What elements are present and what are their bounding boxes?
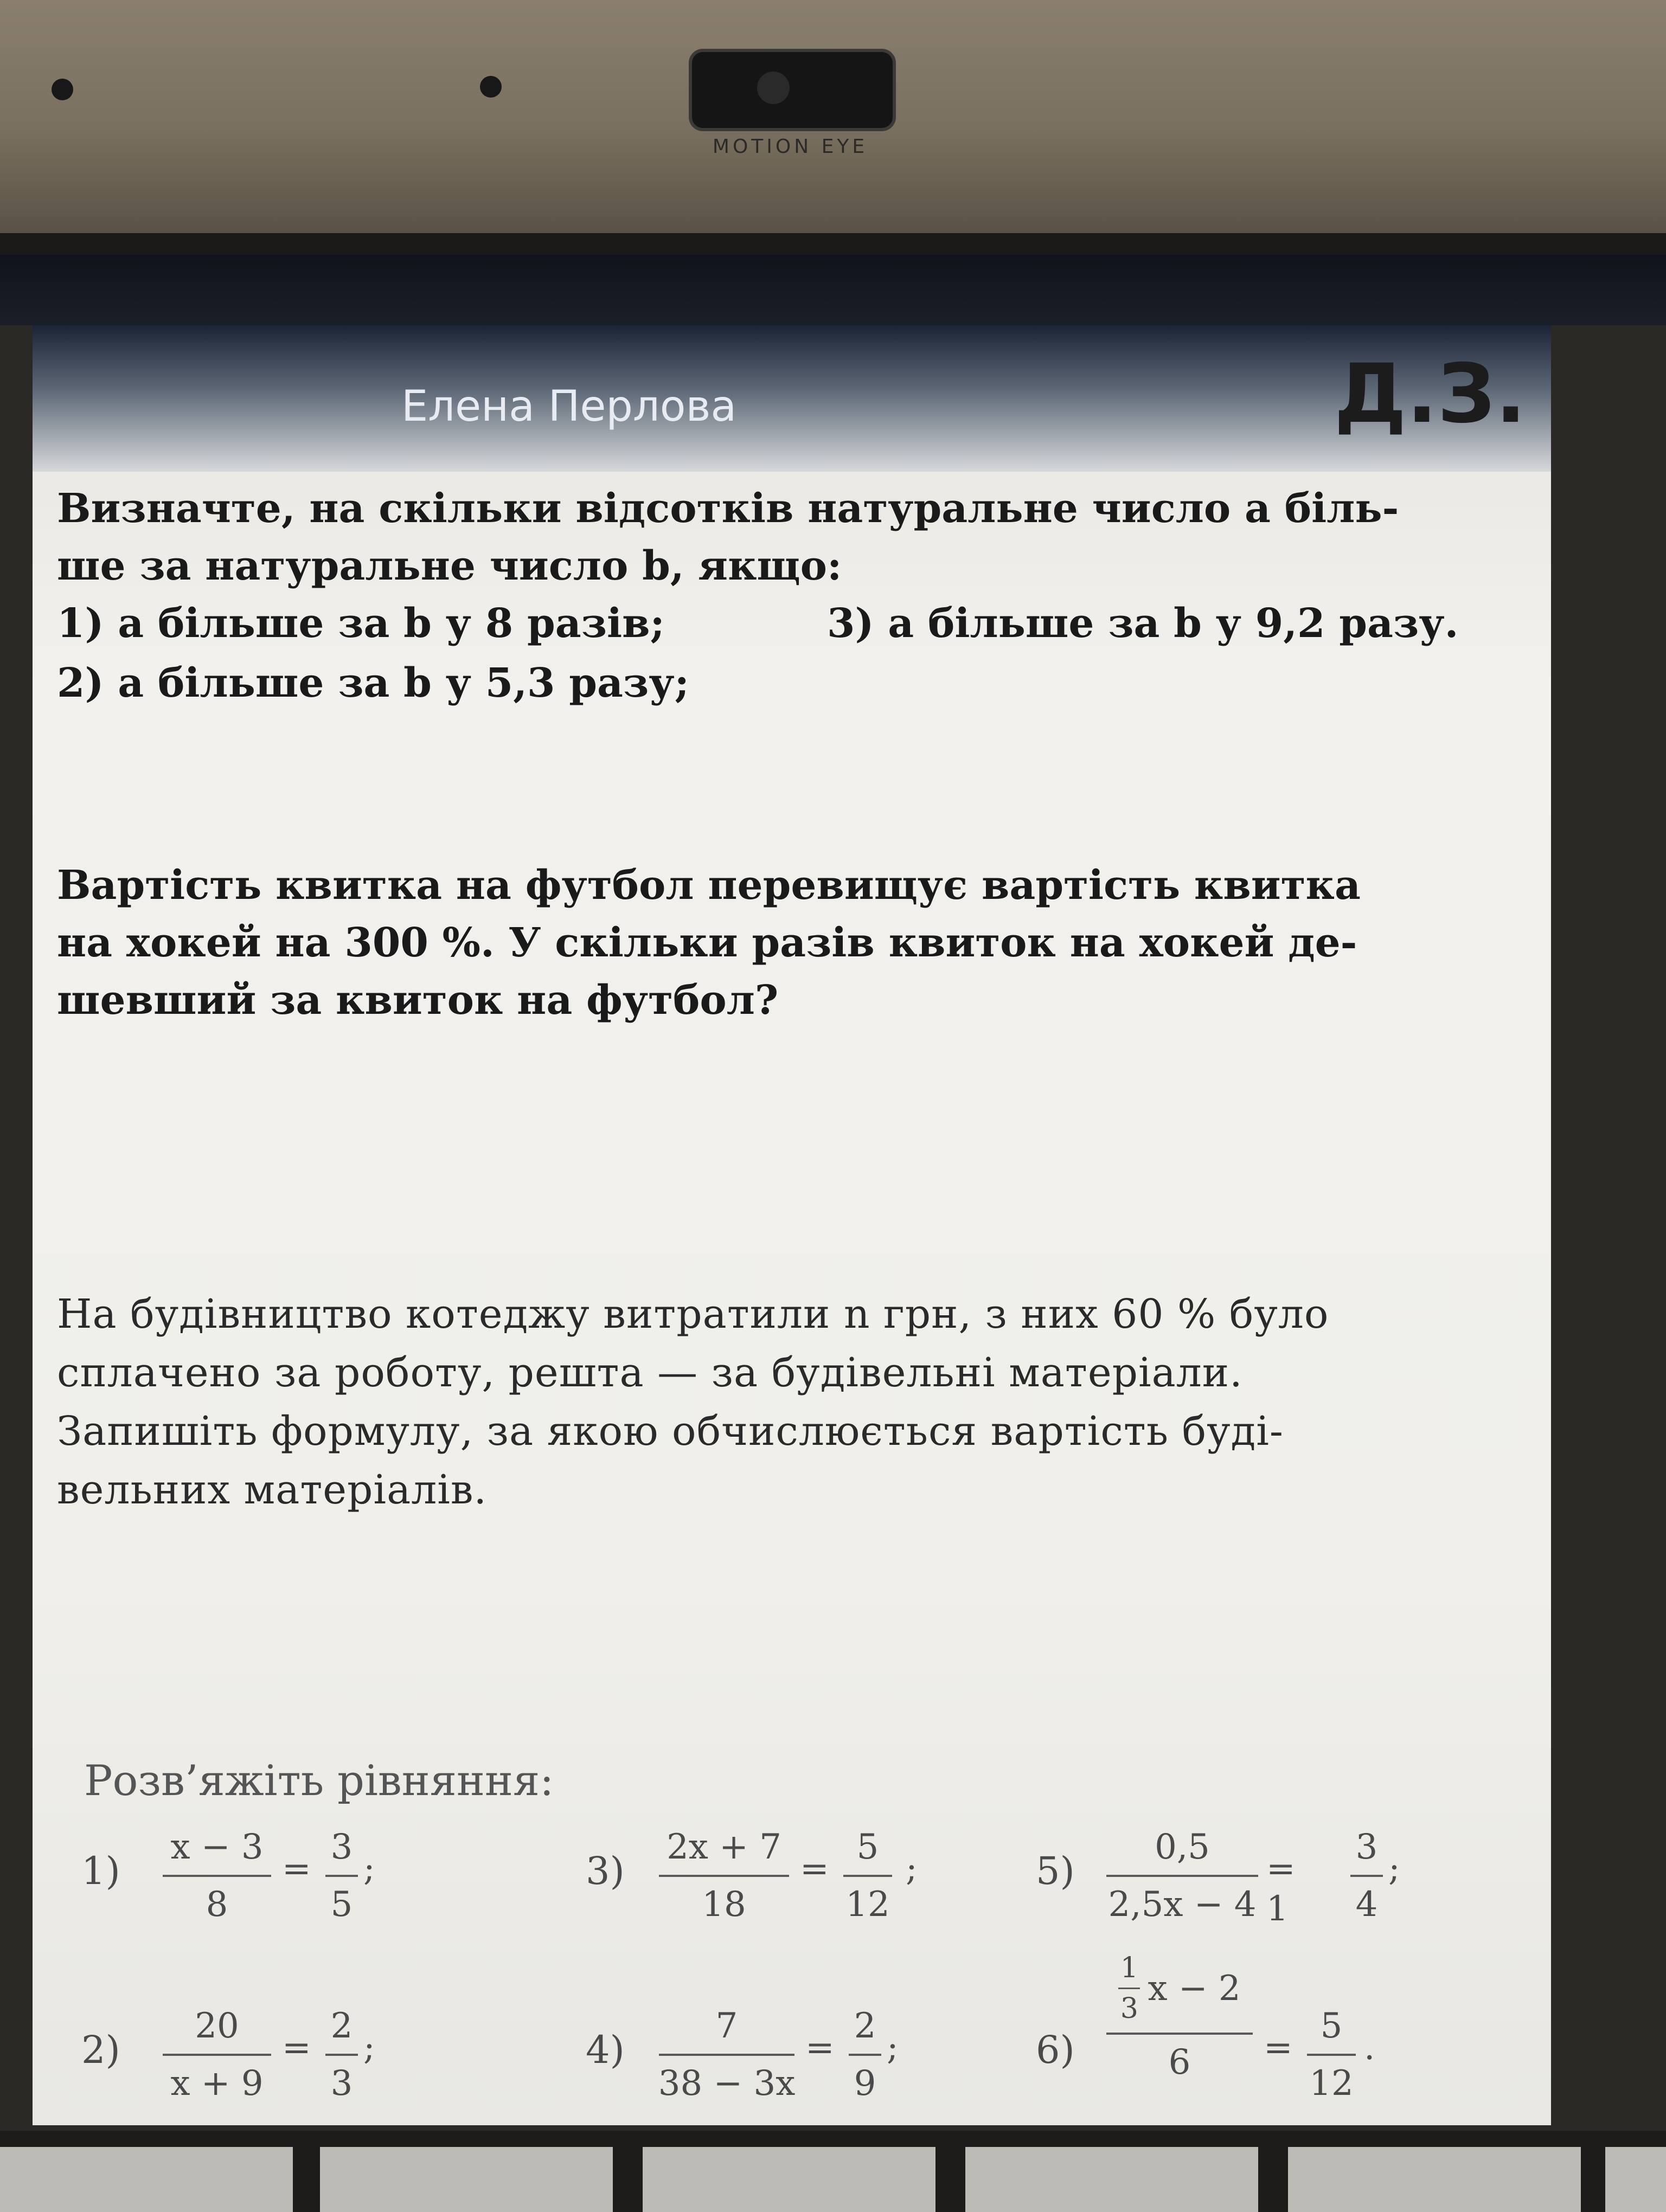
numerator: 5 [1320, 2006, 1343, 2046]
problem-items [57, 595, 1489, 712]
fraction [163, 2006, 271, 2104]
denominator: 12 [1309, 2063, 1354, 2104]
problem-line: шевший за квиток на футбол? [57, 977, 779, 1024]
fraction [325, 1827, 358, 1925]
numerator: 5 [856, 1827, 879, 1867]
terminator: ; [363, 1849, 375, 1889]
equals-sign: = [1264, 2028, 1293, 2068]
numerator: 2 [330, 2006, 353, 2046]
terminator: ; [1388, 1849, 1400, 1889]
page-thumbnail[interactable] [0, 2147, 293, 2212]
problem-cottage-cost [57, 1285, 1489, 1519]
numerator-complex [1118, 1952, 1240, 2025]
page-thumbnail[interactable] [320, 2147, 613, 2212]
numerator: 2x + 7 [667, 1827, 781, 1867]
fraction [843, 1827, 892, 1925]
numerator: 0,5 [1155, 1827, 1210, 1867]
fraction-bar [843, 1875, 892, 1877]
problem-line: вельних матеріалів. [57, 1467, 488, 1513]
denominator: 2,5x − 4 [1108, 1885, 1257, 1925]
problem-percent-more [57, 480, 1489, 712]
page-thumbnail[interactable] [1288, 2147, 1581, 2212]
numerator: 3 [330, 1827, 353, 1867]
fraction [1106, 1827, 1258, 1925]
equation-number: 2) [81, 2028, 120, 2072]
screen-edge [0, 255, 1666, 325]
fraction [849, 2006, 881, 2104]
fraction-bar [659, 2054, 794, 2056]
problem-item: 3) a більше за b у 9,2 разу. [827, 600, 1459, 647]
equals-sign: = [805, 2028, 835, 2068]
problem-line: Визначте, на скільки відсотків натуральне число a біль- [57, 485, 1399, 532]
denominator: 9 [854, 2063, 876, 2104]
fraction [1106, 1952, 1253, 2082]
thumbnail-strip [0, 2131, 1666, 2212]
webcam [689, 49, 896, 131]
numerator: 7 [715, 2006, 738, 2046]
corner-title: Д.З. [1334, 347, 1527, 441]
numerator: x − 3 [170, 1827, 264, 1867]
page-thumbnail[interactable] [965, 2147, 1258, 2212]
equation-number: 6) [1036, 2028, 1075, 2072]
denominator: 38 − 3x [658, 2063, 796, 2104]
fraction [659, 1827, 789, 1925]
problem-line: ше за натуральне число b, якщо: [57, 543, 842, 589]
numerator: 1 [1120, 1952, 1138, 1984]
fraction [659, 2006, 794, 2104]
terminator: ; [363, 2028, 375, 2068]
bezel-label: MOTION EYE [712, 136, 868, 158]
denominator: 5 [330, 1885, 353, 1925]
webcam-lens [757, 72, 790, 104]
problem-item: 2) a більше за b у 5,3 разу; [57, 660, 689, 706]
equals-sign: = [282, 1849, 311, 1889]
denominator: 4 [1355, 1885, 1378, 1925]
equation-number: 5) [1036, 1849, 1075, 1893]
denominator: 8 [206, 1885, 228, 1925]
problem-line: На будівництво котеджу витратили n грн, з них 60 % було [57, 1291, 1329, 1338]
numerator: 20 [195, 2006, 239, 2046]
fraction-bar [325, 2054, 358, 2056]
page-thumbnail[interactable] [643, 2147, 935, 2212]
fraction-bar [163, 2054, 271, 2056]
problem-ticket-price [57, 857, 1489, 1029]
numerator: 3 [1355, 1827, 1378, 1867]
fraction-bar [1106, 1875, 1258, 1877]
problem-line: Вартість квитка на футбол перевищує вартість квитка [57, 862, 1361, 909]
page-header [33, 325, 1551, 472]
fraction-bar [163, 1875, 271, 1877]
denominator: 12 [845, 1885, 890, 1925]
denominator: 3 [330, 2063, 353, 2104]
fraction-bar [1350, 1875, 1383, 1877]
terminator: ; [887, 2028, 899, 2068]
denominator: 18 [702, 1885, 746, 1925]
equals-sign: = [800, 1849, 829, 1889]
problem-line: сплачено за роботу, решта — за будівельні матеріали. [57, 1349, 1243, 1396]
denominator: 6 [1168, 2042, 1191, 2082]
author-name: Елена Перлова [401, 382, 737, 431]
problem-line: на хокей на 300 %. У скільки разів квиток на хокей де- [57, 919, 1357, 966]
equals-sign: = [282, 2028, 311, 2068]
terminator: ; [906, 1849, 918, 1889]
equals-one: = 1 [1266, 1849, 1296, 1929]
fraction-bar [1118, 1988, 1140, 1989]
denominator: 3 [1120, 1992, 1138, 2025]
inner-fraction [1118, 1952, 1140, 2025]
fraction-bar [1307, 2054, 1356, 2056]
equation-number: 3) [586, 1849, 625, 1893]
fraction-bar [659, 1875, 789, 1877]
fraction [325, 2006, 358, 2104]
denominator: x + 9 [170, 2063, 264, 2104]
fraction [1307, 2006, 1356, 2104]
laptop-bezel [0, 0, 1666, 255]
numerator: 2 [854, 2006, 876, 2046]
problem-item: 1) a більше за b у 8 разів; [57, 600, 665, 647]
numerator-rest: x − 2 [1148, 1968, 1241, 2009]
terminator: . [1364, 2028, 1375, 2068]
fraction-bar [1106, 2033, 1253, 2035]
document-page [33, 325, 1551, 2125]
page-thumbnail[interactable] [1605, 2147, 1666, 2212]
fraction-bar [325, 1875, 358, 1877]
bezel-dot [52, 79, 73, 100]
bezel-dot [480, 76, 502, 98]
equation-number: 1) [81, 1849, 120, 1893]
problem-line: Запишіть формулу, за якою обчислюється вартість буді- [57, 1408, 1284, 1455]
fraction-bar [849, 2054, 881, 2056]
equation-number: 4) [586, 2028, 625, 2072]
fraction [163, 1827, 271, 1925]
fraction [1350, 1827, 1383, 1925]
equations-heading: Розв’яжіть рівняння: [84, 1757, 554, 1805]
